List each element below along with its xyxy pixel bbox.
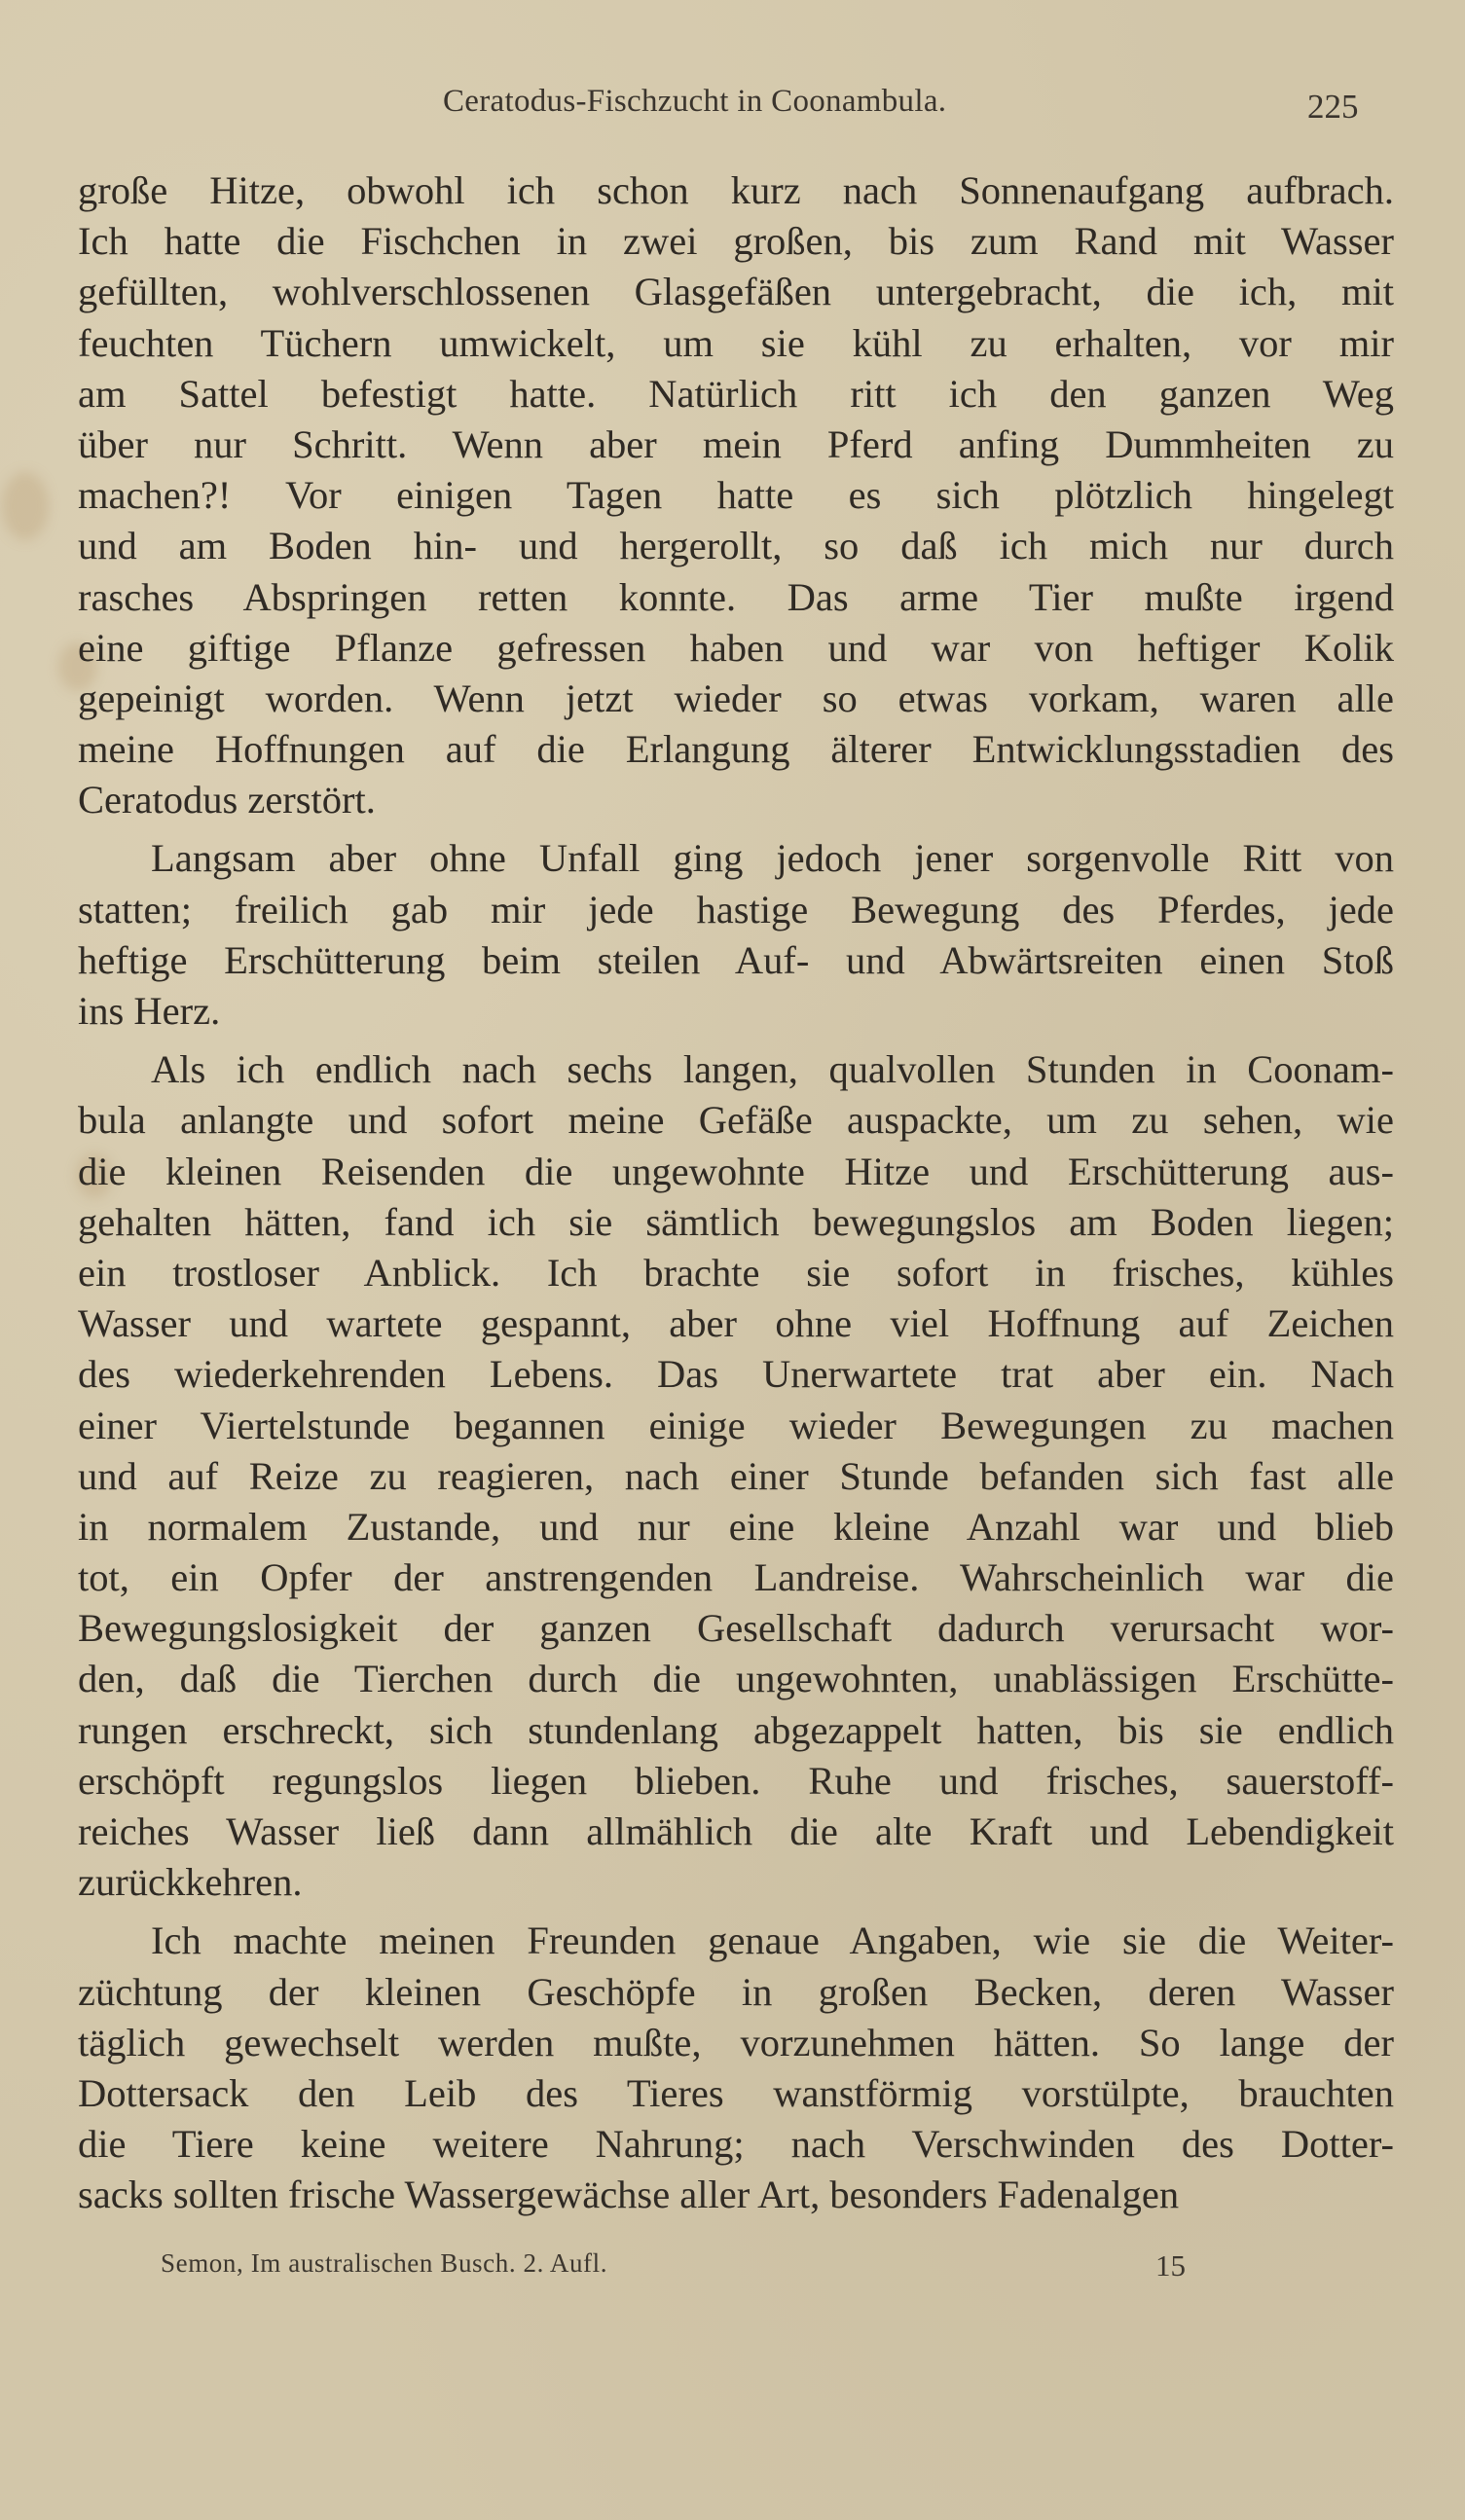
paragraph [78,165,1394,825]
text-line: rungen erschreckt, sich stundenlang abgezappelt hatten, bis sie endlich [78,1707,1394,1752]
text-line: heftige Erschütterung beim steilen Auf- und Abwärtsreiten einen Stoß [78,937,1394,982]
text-line: gehalten hätten, fand ich sie sämtlich bewegungslos am Boden liegen; [78,1199,1394,1244]
paragraph-gap [78,1908,1394,1916]
text-line: züchtung der kleinen Geschöpfe in großen Becken, deren Wasser [78,1969,1394,2014]
text-line: gepeinigt worden. Wenn jetzt wieder so etwas vorkam, waren alle [78,676,1394,720]
text-line: die Tiere keine weitere Nahrung; nach Verschwinden des Dotter- [78,2122,1394,2167]
text-line: Langsam aber ohne Unfall ging jedoch jener sorgenvolle Ritt von [151,836,1394,881]
text-line: Ich hatte die Fischchen in zwei großen, bis zum Rand mit Wasser [78,219,1394,264]
text-line: erschöpft regungslos liegen blieben. Ruhe und frisches, sauerstoff- [78,1758,1394,1803]
text-line: machen?! Vor einigen Tagen hatte es sich plötzlich hingelegt [78,473,1394,518]
text-line: sacks sollten frische Wassergewächse aller Art, besonders Fadenalgen [78,2173,1180,2217]
text-line: einer Viertelstunde begannen einige wieder Bewegungen zu machen [78,1403,1394,1447]
text-line: Ich machte meinen Freunden genaue Angaben, wie sie die Weiter- [151,1918,1394,1963]
text-line: in normalem Zustande, und nur eine kleine Anzahl war und blieb [78,1504,1394,1549]
text-line: Als ich endlich nach sechs langen, qualvollen Stunden in Coonam- [151,1047,1394,1092]
text-line: eine giftige Pflanze gefressen haben und war von heftiger Kolik [78,625,1394,670]
paragraph [78,1916,1394,2220]
text-line: Bewegungslosigkeit der ganzen Gesellschaft dadurch verursacht wor- [78,1606,1394,1651]
text-line: große Hitze, obwohl ich schon kurz nach Sonnenaufgang aufbrach. [78,168,1394,212]
foxing-stain [2,472,49,540]
text-line: Ceratodus zerstört. [78,778,376,822]
text-line: und am Boden hin- und hergerollt, so daß ich mich nur durch [78,524,1394,568]
text-line: täglich gewechselt werden mußte, vorzunehmen hätten. So lange der [78,2020,1394,2064]
text-line: gefüllten, wohlverschlossenen Glasgefäßen untergebracht, die ich, mit [78,270,1394,314]
page-footer [0,2248,1465,2287]
text-line: den, daß die Tierchen durch die ungewohnten, unablässigen Erschütte- [78,1657,1394,1701]
text-line: ins Herz. [78,989,221,1033]
paragraph-gap [78,1037,1394,1044]
text-line: feuchten Tüchern umwickelt, um sie kühl zu erhalten, vor mir [78,320,1394,365]
text-line: über nur Schritt. Wenn aber mein Pferd anfing Dummheiten zu [78,421,1394,466]
signature-line: Semon, Im australischen Busch. 2. Aufl. [161,2248,608,2278]
paragraph [78,833,1394,1037]
text-line: bula anlangte und sofort meine Gefäße auspackte, um zu sehen, wie [78,1098,1394,1143]
text-line: Dottersack den Leib des Tieres wanstförmig vorstülpte, brauchten [78,2070,1394,2115]
body-text [78,165,1394,2221]
text-line: reiches Wasser ließ dann allmählich die alte Kraft und Lebendigkeit [78,1809,1394,1853]
text-line: statten; freilich gab mir jede hastige Bewegung des Pferdes, jede [78,887,1394,931]
paragraph [78,1044,1394,1908]
text-line: zurückkehren. [78,1860,303,1905]
running-title: Ceratodus-Fischzucht in Coonambula. [443,84,947,119]
text-line: rasches Abspringen retten konnte. Das arme Tier mußte irgend [78,574,1394,619]
paragraph-gap [78,825,1394,833]
running-head [0,84,1465,132]
text-line: die kleinen Reisenden die ungewohnte Hitze und Erschütterung aus- [78,1149,1394,1193]
text-line: des wiederkehrenden Lebens. Das Unerwartete trat aber ein. Nach [78,1352,1394,1397]
text-line: tot, ein Opfer der anstrengenden Landreise. Wahrscheinlich war die [78,1555,1394,1600]
signature-mark: 15 [1155,2248,1186,2283]
text-line: Wasser und wartete gespannt, aber ohne viel Hoffnung auf Zeichen [78,1301,1394,1346]
text-line: ein trostloser Anblick. Ich brachte sie sofort in frisches, kühles [78,1250,1394,1295]
page-number: 225 [1307,88,1359,126]
text-line: meine Hoffnungen auf die Erlangung älterer Entwicklungsstadien des [78,727,1394,772]
text-line: und auf Reize zu reagieren, nach einer Stunde befanden sich fast alle [78,1453,1394,1498]
text-line: am Sattel befestigt hatte. Natürlich ritt ich den ganzen Weg [78,371,1394,416]
